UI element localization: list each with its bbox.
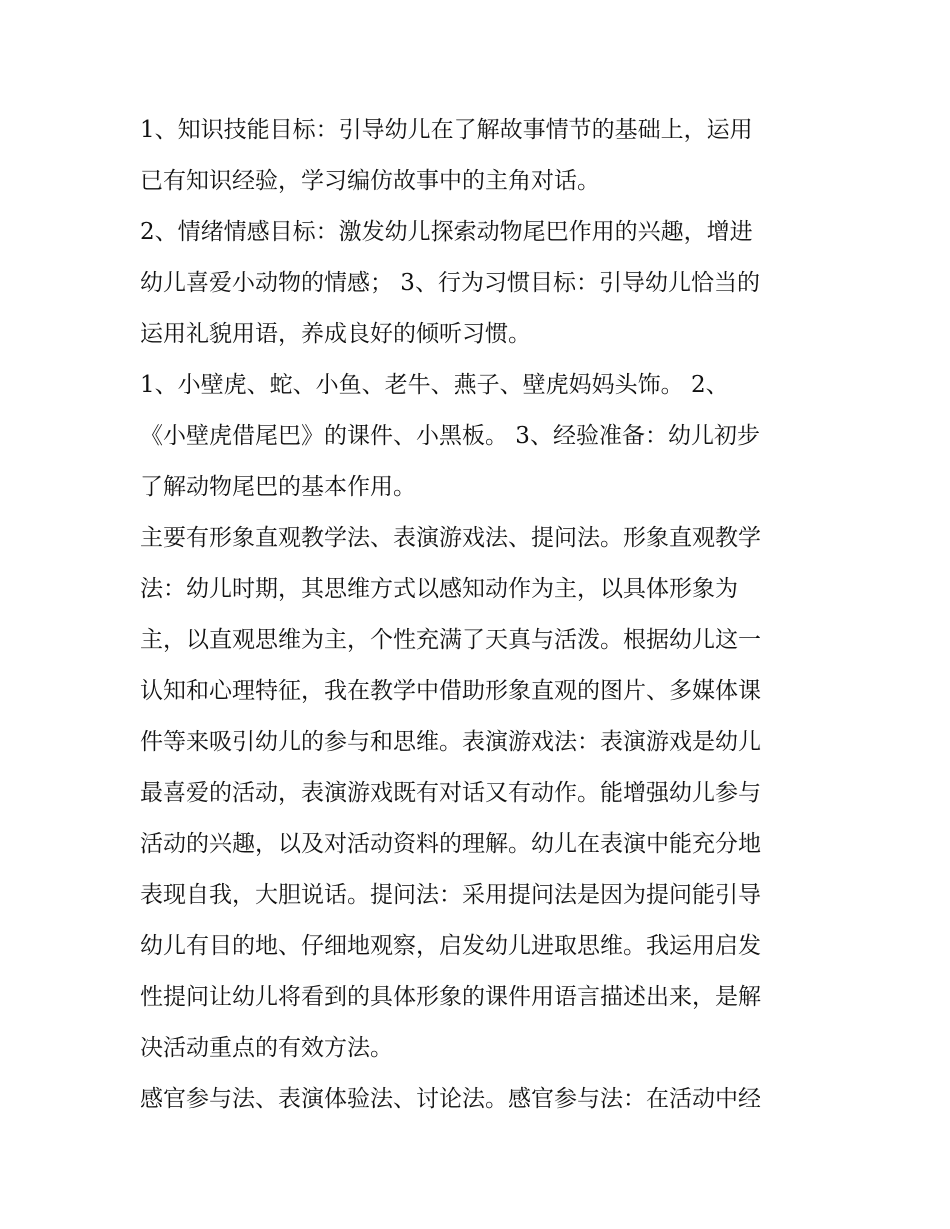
text-line: 运用礼貌用语，养成良好的倾听习惯。 bbox=[140, 321, 531, 347]
paragraph-knowledge-goal bbox=[140, 105, 815, 207]
text-line: 最喜爱的活动，表演游戏既有对话又有动作。能增强幼儿参与 bbox=[140, 780, 761, 806]
text-line: 活动的兴趣，以及对活动资料的理解。幼儿在表演中能充分地 bbox=[140, 831, 761, 857]
text-line: 认知和心理特征，我在教学中借助形象直观的图片、多媒体课 bbox=[140, 678, 761, 704]
text-line: 2、情绪情感目标：激发幼儿探索动物尾巴作用的兴趣，增进 bbox=[140, 219, 753, 245]
paragraph-teaching-methods bbox=[140, 513, 815, 1074]
text-line: 决活动重点的有效方法。 bbox=[140, 1035, 393, 1061]
text-line: 幼儿有目的地、仔细地观察，启发幼儿进取思维。我运用启发 bbox=[140, 933, 761, 959]
text-line: 感官参与法、表演体验法、讨论法。感官参与法：在活动中经 bbox=[140, 1086, 761, 1112]
text-line: 主要有形象直观教学法、表演游戏法、提问法。形象直观教学 bbox=[140, 525, 761, 551]
text-line: 主，以直观思维为主，个性充满了天真与活泼。根据幼儿这一 bbox=[140, 627, 761, 653]
text-line: 表现自我，大胆说话。提问法：采用提问法是因为提问能引导 bbox=[140, 882, 761, 908]
text-line: 《小壁虎借尾巴》的课件、小黑板。 3、经验准备：幼儿初步 bbox=[140, 423, 760, 449]
paragraph-learning-methods bbox=[140, 1074, 815, 1125]
text-line: 幼儿喜爱小动物的情感； 3、行为习惯目标：引导幼儿恰当的 bbox=[140, 270, 760, 296]
text-line: 件等来吸引幼儿的参与和思维。表演游戏法：表演游戏是幼儿 bbox=[140, 729, 761, 755]
text-line: 法：幼儿时期，其思维方式以感知动作为主，以具体形象为 bbox=[140, 576, 738, 602]
text-line: 1、知识技能目标：引导幼儿在了解故事情节的基础上，运用 bbox=[140, 117, 753, 143]
paragraph-emotion-goal bbox=[140, 207, 815, 360]
text-line: 已有知识经验，学习编仿故事中的主角对话。 bbox=[140, 168, 600, 194]
text-line: 了解动物尾巴的基本作用。 bbox=[140, 474, 416, 500]
document-body bbox=[140, 105, 815, 1125]
paragraph-preparation bbox=[140, 360, 815, 513]
text-line: 性提问让幼儿将看到的具体形象的课件用语言描述出来，是解 bbox=[140, 984, 761, 1010]
text-line: 1、小壁虎、蛇、小鱼、老牛、燕子、壁虎妈妈头饰。 2、 bbox=[140, 372, 729, 398]
